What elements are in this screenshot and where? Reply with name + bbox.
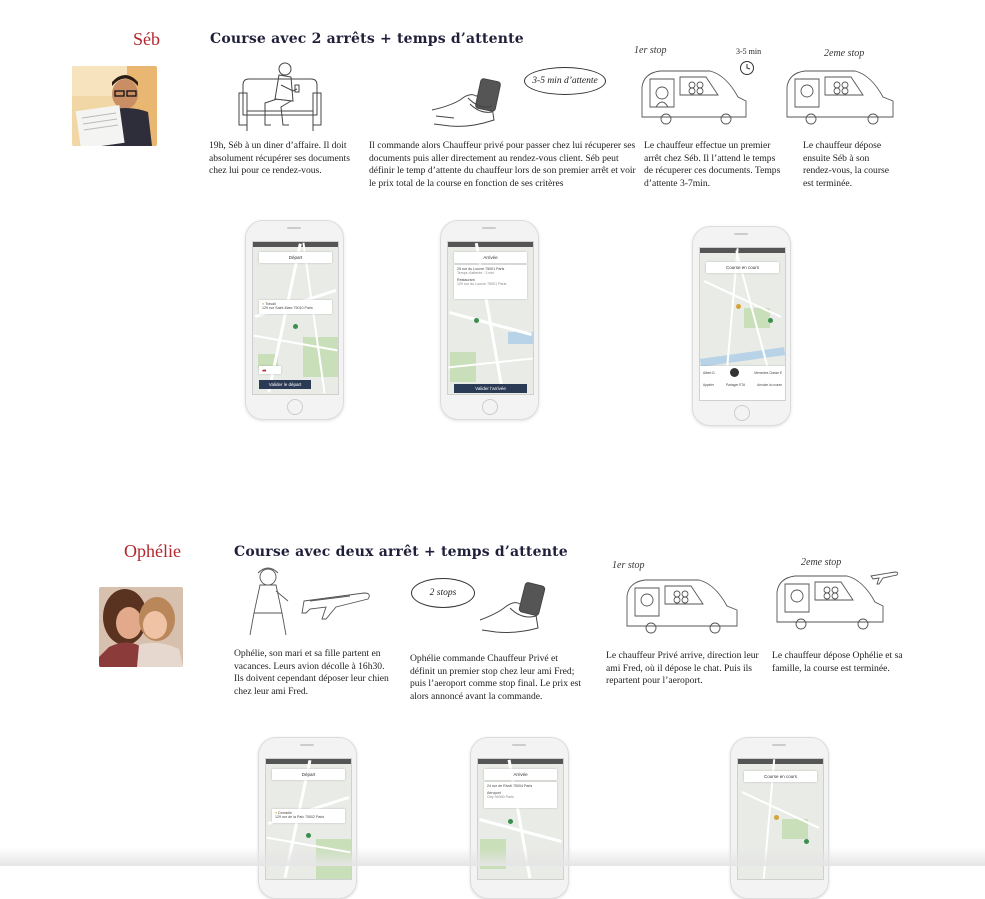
driver-card <box>700 366 785 400</box>
driver-name: Albert D. <box>703 370 716 375</box>
location-icon: ● <box>262 302 265 306</box>
step-description: Ophélie, son mari et sa fille partent en vacances. Leurs avion décolle à 16h30. Ils doivent cependant déposer leur chien chez leur ami Fred. <box>234 648 389 697</box>
screen-header: Départ <box>259 252 332 263</box>
hand-phone-illustration <box>430 70 530 130</box>
call-tab[interactable]: Appeler <box>703 383 714 387</box>
persona-photo <box>99 587 183 667</box>
phone-mockup-departure <box>245 220 344 420</box>
phone-mockup-arrival <box>440 220 539 420</box>
phone-mockup-ride <box>692 226 791 426</box>
address-title: Domicile <box>278 811 292 815</box>
car-eta-chip: 🚗 <box>259 366 281 374</box>
confirm-departure-button[interactable]: Valider le départ <box>259 380 311 389</box>
stop-pin-icon <box>474 318 479 323</box>
stops-card[interactable] <box>454 265 527 299</box>
home-button <box>287 399 303 415</box>
car-model: Mercedes Classe E <box>754 370 782 375</box>
destination-pin-icon <box>768 318 773 323</box>
step-description: Le chauffeur dépose ensuite Séb à son rendez-vous, la course est terminée. <box>803 140 890 189</box>
address-card[interactable] <box>259 300 332 314</box>
car-airport-illustration <box>775 568 900 630</box>
stop-pin-icon <box>508 819 513 824</box>
address-card[interactable] <box>272 809 345 823</box>
map-screen <box>252 241 339 395</box>
scenario-title: Course avec 2 arrêts + temps d’attente <box>210 31 524 47</box>
screen-header: Arrivée <box>454 252 527 263</box>
destination-pin-icon <box>804 839 809 844</box>
address-title: Travail <box>265 302 276 306</box>
stop-2-address: 129 rue du Louvre 75001 Paris <box>457 282 507 286</box>
scenario-title: Course avec deux arrêt + temps d’attente <box>234 544 568 560</box>
stop-1-address: 25 rue du Louvre 75001 Paris <box>457 267 505 271</box>
stop-2-address: Orly 94390 Paris <box>487 795 514 799</box>
stop-2-name: Aéroport <box>487 791 501 795</box>
home-button <box>482 399 498 415</box>
bottom-edge-shadow <box>0 848 985 866</box>
stops-card[interactable] <box>484 782 557 808</box>
first-stop-label: 1er stop <box>612 560 645 571</box>
phone-mockup-ride <box>730 737 829 899</box>
persona-name: Séb <box>133 29 160 49</box>
cancel-ride-tab[interactable]: Annuler la course <box>757 383 782 387</box>
pickup-pin-icon <box>293 324 298 329</box>
wait-time-bubble: 3-5 min d’attente <box>524 67 606 95</box>
second-stop-label: 2eme stop <box>824 48 865 59</box>
phone-mockup-departure <box>258 737 357 899</box>
woman-plane-illustration <box>240 563 375 638</box>
address-line: 129 rue de la Paix 75002 Paris <box>275 815 325 819</box>
screen-header: Course en cours <box>706 262 779 273</box>
step-description: 19h, Séb à un diner d’affaire. Il doit absolument récupérer ses documents chez lui pour ce rendez-vous. <box>209 140 350 176</box>
share-eta-tab[interactable]: Partager ETA <box>726 383 746 387</box>
step-description: Le chauffeur effectue un premier arrêt chez Séb. Il l’attend le temps de récuperer ces documents. Temps d’attente 3-7min. <box>644 140 781 189</box>
car-pin-icon <box>736 304 741 309</box>
wait-duration-label: 3-5 min <box>736 47 762 56</box>
screen-header: Course en cours <box>744 771 817 782</box>
car-second-stop-illustration <box>785 67 895 125</box>
step-description: Le chauffeur dépose Ophélie et sa famille, la course est terminée. <box>772 650 903 674</box>
confirm-arrival-button[interactable]: Valider l’arrivée <box>454 384 527 393</box>
second-stop-label: 2eme stop <box>801 557 842 568</box>
screen-header: Départ <box>272 769 345 780</box>
persona-name: Ophélie <box>124 541 181 561</box>
step-description: Le chauffeur Privé arrive, direction leur ami Fred, où il dépose le chat. Puis ils repartent pour l’aeroport. <box>606 650 759 686</box>
stop-1-address: 24 rue de Rivoli 75004 Paris <box>487 784 533 788</box>
phone-mockup-arrival <box>470 737 569 899</box>
step-description: Il commande alors Chauffeur privé pour passer chez lui récuperer ses documents puis aller directement au rendez-vous client. Séb peut définir le temp d’attente du chauffeur lors de son premier arrêt et voir le prix total de la course en fonction de ses critères <box>369 140 636 189</box>
map-screen <box>699 247 786 401</box>
man-sofa-illustration <box>235 55 325 135</box>
pickup-pin-icon <box>306 833 311 838</box>
home-button <box>734 405 750 421</box>
step-description: Ophélie commande Chauffeur Privé et définit un premier stop chez leur ami Fred; puis l’aeroport comme stop final. Le prix est alors annoncé avant la commande. <box>410 653 582 702</box>
stop-2-name: Restaurant <box>457 278 475 282</box>
stop-1-wait: Temps d’attente : 3 min <box>457 271 495 275</box>
car-pin-icon <box>774 815 779 820</box>
first-stop-label: 1er stop <box>634 45 667 56</box>
address-line: 129 rue Saint-Marc 75010 Paris <box>262 306 313 310</box>
location-icon: ● <box>275 811 278 815</box>
hand-phone-illustration <box>478 580 558 635</box>
car-first-stop-illustration <box>640 67 748 125</box>
driver-avatar <box>730 368 739 377</box>
screen-header: Arrivée <box>484 769 557 780</box>
persona-photo <box>72 66 157 146</box>
stops-bubble: 2 stops <box>411 578 475 608</box>
car-first-stop-illustration <box>625 576 740 634</box>
map-screen <box>447 241 534 395</box>
